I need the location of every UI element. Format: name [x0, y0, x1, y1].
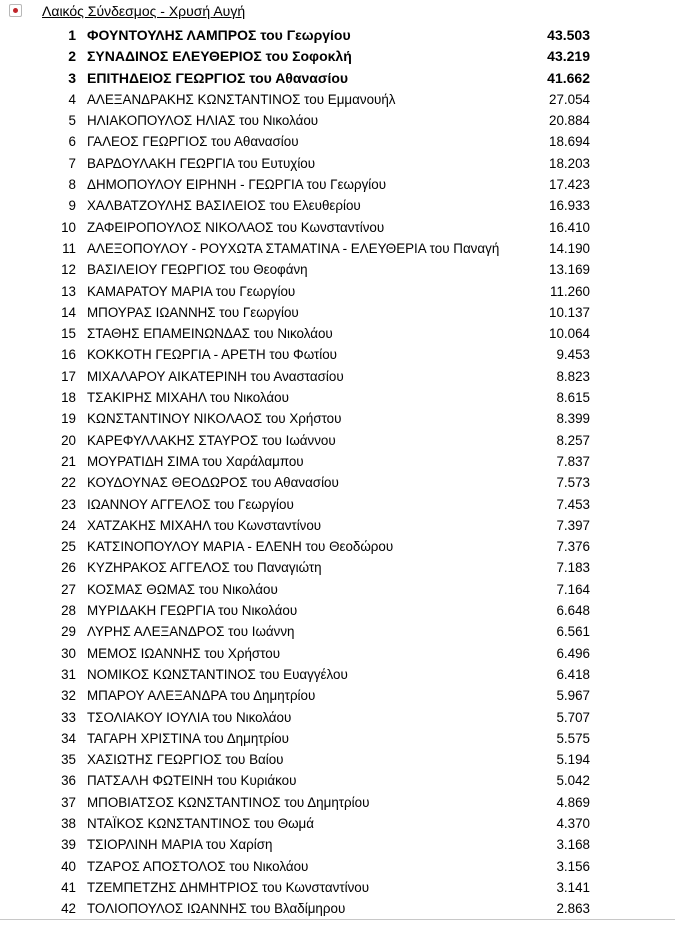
party-name-link[interactable]: Λαικός Σύνδεσμος - Χρυσή Αυγή [42, 3, 246, 19]
candidate-name: ΙΩΑΝΝΟΥ ΑΓΓΕΛΟΣ του Γεωργίου [87, 496, 294, 512]
candidate-row [0, 494, 675, 515]
candidate-row [0, 813, 675, 834]
candidate-rank: 10 [61, 219, 76, 235]
candidate-row [0, 792, 675, 813]
candidate-rank: 32 [61, 688, 76, 704]
candidate-votes: 43.503 [547, 27, 590, 43]
candidate-votes: 8.615 [556, 390, 590, 406]
party-header [0, 0, 675, 26]
candidate-name: ΦΟΥΝΤΟΥΛΗΣ ΛΑΜΠΡΟΣ του Γεωργίου [87, 27, 351, 43]
candidate-votes: 5.707 [556, 709, 590, 725]
candidate-name: ΚΟΥΔΟΥΝΑΣ ΘΕΟΔΩΡΟΣ του Αθανασίου [87, 475, 339, 491]
candidate-name: ΤΣΑΚΙΡΗΣ ΜΙΧΑΗΛ του Νικολάου [87, 390, 289, 406]
candidate-row [0, 302, 675, 323]
candidate-name: ΚΟΚΚΟΤΗ ΓΕΩΡΓΙΑ - ΑΡΕΤΗ του Φωτίου [87, 347, 338, 363]
candidate-row [0, 387, 675, 408]
candidate-votes: 6.648 [556, 603, 590, 619]
candidate-rank: 20 [61, 432, 76, 448]
candidate-row [0, 643, 675, 664]
candidate-votes: 5.042 [556, 773, 590, 789]
candidate-name: ΤΣΙΟΡΛΙΝΗ ΜΑΡΙΑ του Χαρίση [87, 837, 273, 853]
candidate-row [0, 281, 675, 302]
candidate-votes: 3.156 [556, 858, 590, 874]
candidate-name: ΤΣΟΛΙΑΚΟΥ ΙΟΥΛΙΑ του Νικολάου [87, 709, 292, 725]
candidate-rank: 25 [61, 539, 76, 555]
candidate-rank: 37 [61, 794, 76, 810]
candidate-name: ΜΥΡΙΔΑΚΗ ΓΕΩΡΓΙΑ του Νικολάου [87, 603, 298, 619]
candidate-row [0, 621, 675, 642]
candidate-name: ΚΑΜΑΡΑΤΟΥ ΜΑΡΙΑ του Γεωργίου [87, 283, 296, 299]
candidate-name: ΚΥΖΗΡΑΚΟΣ ΑΓΓΕΛΟΣ του Παναγιώτη [87, 560, 322, 576]
candidate-votes: 8.257 [556, 432, 590, 448]
candidate-row [0, 536, 675, 557]
candidate-name: ΜΕΜΟΣ ΙΩΑΝΝΗΣ του Χρήστου [87, 645, 281, 661]
candidate-votes: 8.399 [556, 411, 590, 427]
candidate-row [0, 451, 675, 472]
candidate-row [0, 600, 675, 621]
candidate-row [0, 834, 675, 855]
candidate-votes: 20.884 [549, 113, 590, 129]
candidate-rank: 35 [61, 752, 76, 768]
bottom-divider [0, 919, 675, 920]
candidate-rank: 22 [61, 475, 76, 491]
candidate-votes: 9.453 [556, 347, 590, 363]
candidate-votes: 5.967 [556, 688, 590, 704]
candidate-list [0, 25, 675, 919]
candidate-rank: 21 [61, 453, 76, 469]
candidate-name: ΚΑΤΣΙΝΟΠΟΥΛΟΥ ΜΑΡΙΑ - ΕΛΕΝΗ του Θεοδώρου [87, 539, 394, 555]
candidate-votes: 10.064 [549, 326, 590, 342]
candidate-row [0, 110, 675, 131]
candidate-row [0, 46, 675, 67]
party-logo-icon[interactable] [9, 4, 22, 17]
candidate-row [0, 174, 675, 195]
candidate-votes: 16.410 [549, 219, 590, 235]
candidate-name: ΤΟΛΙΟΠΟΥΛΟΣ ΙΩΑΝΝΗΣ του Βλαδίμηρου [87, 901, 346, 917]
candidate-name: ΝΤΑΪΚΟΣ ΚΩΝΣΤΑΝΤΙΝΟΣ του Θωμά [87, 815, 315, 831]
candidate-name: ΚΩΝΣΤΑΝΤΙΝΟΥ ΝΙΚΟΛΑΟΣ του Χρήστου [87, 411, 342, 427]
candidate-name: ΛΥΡΗΣ ΑΛΕΞΑΝΔΡΟΣ του Ιωάννη [87, 624, 295, 640]
candidate-name: ΤΖΕΜΠΕΤΖΗΣ ΔΗΜΗΤΡΙΟΣ του Κωνσταντίνου [87, 879, 370, 895]
candidate-name: ΓΑΛΕΟΣ ΓΕΩΡΓΙΟΣ του Αθανασίου [87, 134, 299, 150]
candidate-votes: 6.561 [556, 624, 590, 640]
candidate-votes: 4.370 [556, 815, 590, 831]
candidate-row [0, 707, 675, 728]
candidate-row [0, 238, 675, 259]
candidate-name: ΧΑΛΒΑΤΖΟΥΛΗΣ ΒΑΣΙΛΕΙΟΣ του Ελευθερίου [87, 198, 361, 214]
candidate-votes: 7.164 [556, 581, 590, 597]
candidate-rank: 1 [68, 27, 76, 43]
candidate-rank: 14 [61, 304, 76, 320]
candidate-name: ΖΑΦΕΙΡΟΠΟΥΛΟΣ ΝΙΚΟΛΑΟΣ του Κωνσταντίνου [87, 219, 385, 235]
candidate-name: ΜΠΟΥΡΑΣ ΙΩΑΝΝΗΣ του Γεωργίου [87, 304, 299, 320]
candidate-row [0, 898, 675, 919]
candidate-row [0, 856, 675, 877]
candidate-name: ΧΑΣΙΩΤΗΣ ΓΕΩΡΓΙΟΣ του Βαίου [87, 752, 284, 768]
candidate-row [0, 344, 675, 365]
candidate-rank: 26 [61, 560, 76, 576]
candidate-rank: 42 [61, 901, 76, 917]
candidate-votes: 2.863 [556, 901, 590, 917]
candidate-rank: 11 [62, 240, 76, 256]
candidate-rank: 9 [68, 198, 76, 214]
candidate-row [0, 685, 675, 706]
candidate-rank: 39 [61, 837, 76, 853]
candidate-row [0, 89, 675, 110]
candidate-rank: 40 [61, 858, 76, 874]
candidate-votes: 17.423 [549, 177, 590, 193]
candidate-name: ΔΗΜΟΠΟΥΛΟΥ ΕΙΡΗΝΗ - ΓΕΩΡΓΙΑ του Γεωργίου [87, 177, 387, 193]
candidate-rank: 17 [61, 368, 76, 384]
candidate-votes: 7.837 [556, 453, 590, 469]
candidate-rank: 12 [61, 262, 76, 278]
candidate-rank: 38 [61, 815, 76, 831]
candidate-rank: 15 [61, 326, 76, 342]
candidate-votes: 10.137 [549, 304, 590, 320]
candidate-votes: 11.260 [550, 283, 590, 299]
candidate-rank: 27 [61, 581, 76, 597]
candidate-votes: 5.194 [556, 752, 590, 768]
candidate-rank: 36 [61, 773, 76, 789]
candidate-votes: 13.169 [549, 262, 590, 278]
candidate-votes: 5.575 [556, 730, 590, 746]
candidate-row [0, 749, 675, 770]
candidate-votes: 7.453 [556, 496, 590, 512]
candidate-row [0, 557, 675, 578]
candidate-row [0, 430, 675, 451]
candidate-name: ΚΑΡΕΦΥΛΛΑΚΗΣ ΣΤΑΥΡΟΣ του Ιωάννου [87, 432, 336, 448]
candidate-name: ΜΙΧΑΛΑΡΟΥ ΑΙΚΑΤΕΡΙΝΗ του Αναστασίου [87, 368, 344, 384]
candidate-rank: 4 [68, 91, 76, 107]
candidate-votes: 27.054 [549, 91, 590, 107]
candidate-votes: 7.376 [556, 539, 590, 555]
candidate-name: ΣΥΝΑΔΙΝΟΣ ΕΛΕΥΘΕΡΙΟΣ του Σοφοκλή [87, 48, 352, 65]
candidate-name: ΗΛΙΑΚΟΠΟΥΛΟΣ ΗΛΙΑΣ του Νικολάου [87, 113, 319, 129]
candidate-votes: 41.662 [547, 69, 590, 86]
candidate-name: ΤΖΑΡΟΣ ΑΠΟΣΤΟΛΟΣ του Νικολάου [87, 858, 309, 874]
candidate-row [0, 195, 675, 216]
candidate-rank: 6 [68, 134, 76, 150]
candidate-rank: 34 [61, 730, 76, 746]
candidate-rank: 33 [61, 709, 76, 725]
candidate-votes: 7.573 [556, 475, 590, 491]
candidate-votes: 16.933 [549, 198, 590, 214]
candidate-row [0, 770, 675, 791]
candidate-votes: 4.869 [556, 794, 590, 810]
candidate-votes: 3.168 [556, 837, 590, 853]
candidate-rank: 7 [68, 155, 76, 171]
candidate-votes: 8.823 [556, 368, 590, 384]
candidate-name: ΑΛΕΞΑΝΔΡΑΚΗΣ ΚΩΝΣΤΑΝΤΙΝΟΣ του Εμμανουήλ [87, 91, 396, 107]
candidate-rank: 29 [61, 624, 76, 640]
candidate-row [0, 153, 675, 174]
candidate-row [0, 472, 675, 493]
candidate-name: ΚΟΣΜΑΣ ΘΩΜΑΣ του Νικολάου [87, 581, 278, 597]
candidate-row [0, 217, 675, 238]
candidate-rank: 2 [68, 48, 76, 65]
candidate-rank: 13 [61, 283, 76, 299]
candidate-row [0, 366, 675, 387]
candidate-rank: 41 [61, 879, 76, 895]
candidate-name: ΒΑΣΙΛΕΙΟΥ ΓΕΩΡΓΙΟΣ του Θεοφάνη [87, 262, 308, 278]
candidate-name: ΜΠΟΒΙΑΤΣΟΣ ΚΩΝΣΤΑΝΤΙΝΟΣ του Δημητρίου [87, 794, 370, 810]
candidate-rank: 3 [68, 69, 76, 86]
candidate-row [0, 259, 675, 280]
candidate-row [0, 408, 675, 429]
candidate-rank: 31 [61, 666, 76, 682]
candidate-row [0, 728, 675, 749]
candidate-row [0, 664, 675, 685]
candidate-name: ΜΟΥΡΑΤΙΔΗ ΣΙΜΑ του Χαράλαμπου [87, 453, 304, 469]
candidate-row [0, 877, 675, 898]
candidate-name: ΠΑΤΣΑΛΗ ΦΩΤΕΙΝΗ του Κυριάκου [87, 773, 297, 789]
candidate-name: ΕΠΙΤΗΔΕΙΟΣ ΓΕΩΡΓΙΟΣ του Αθανασίου [87, 69, 349, 86]
candidate-rank: 24 [61, 517, 76, 533]
candidate-rank: 23 [61, 496, 76, 512]
candidate-votes: 3.141 [556, 879, 590, 895]
candidate-name: ΝΟΜΙΚΟΣ ΚΩΝΣΤΑΝΤΙΝΟΣ του Ευαγγέλου [87, 666, 348, 682]
candidate-rank: 18 [61, 390, 76, 406]
candidate-row [0, 25, 675, 46]
candidate-row [0, 579, 675, 600]
candidate-name: ΒΑΡΔΟΥΛΑΚΗ ΓΕΩΡΓΙΑ του Ευτυχίου [87, 155, 316, 171]
candidate-row [0, 323, 675, 344]
candidate-votes: 7.183 [556, 560, 590, 576]
candidate-rank: 16 [61, 347, 76, 363]
candidate-row [0, 68, 675, 89]
candidate-votes: 18.203 [549, 155, 590, 171]
candidate-votes: 7.397 [556, 517, 590, 533]
candidate-rank: 5 [68, 113, 76, 129]
candidate-name: ΧΑΤΖΑΚΗΣ ΜΙΧΑΗΛ του Κωνσταντίνου [87, 517, 322, 533]
candidate-row [0, 131, 675, 152]
candidate-row [0, 515, 675, 536]
candidate-votes: 14.190 [549, 240, 590, 256]
candidate-votes: 18.694 [549, 134, 590, 150]
candidate-name: ΣΤΑΘΗΣ ΕΠΑΜΕΙΝΩΝΔΑΣ του Νικολάου [87, 326, 333, 342]
candidate-name: ΜΠΑΡΟΥ ΑΛΕΞΑΝΔΡΑ του Δημητρίου [87, 688, 316, 704]
candidate-name: ΤΑΓΑΡΗ ΧΡΙΣΤΙΝΑ του Δημητρίου [87, 730, 289, 746]
candidate-rank: 8 [68, 177, 76, 193]
candidate-name: ΑΛΕΞΟΠΟΥΛΟΥ - ΡΟΥΧΩΤΑ ΣΤΑΜΑΤΙΝΑ - ΕΛΕΥΘΕΡΙΑ του Παναγή [87, 240, 500, 256]
candidate-votes: 43.219 [547, 48, 590, 65]
candidate-rank: 28 [61, 603, 76, 619]
candidate-rank: 30 [61, 645, 76, 661]
candidate-votes: 6.496 [556, 645, 590, 661]
candidate-votes: 6.418 [556, 666, 590, 682]
candidate-rank: 19 [61, 411, 76, 427]
